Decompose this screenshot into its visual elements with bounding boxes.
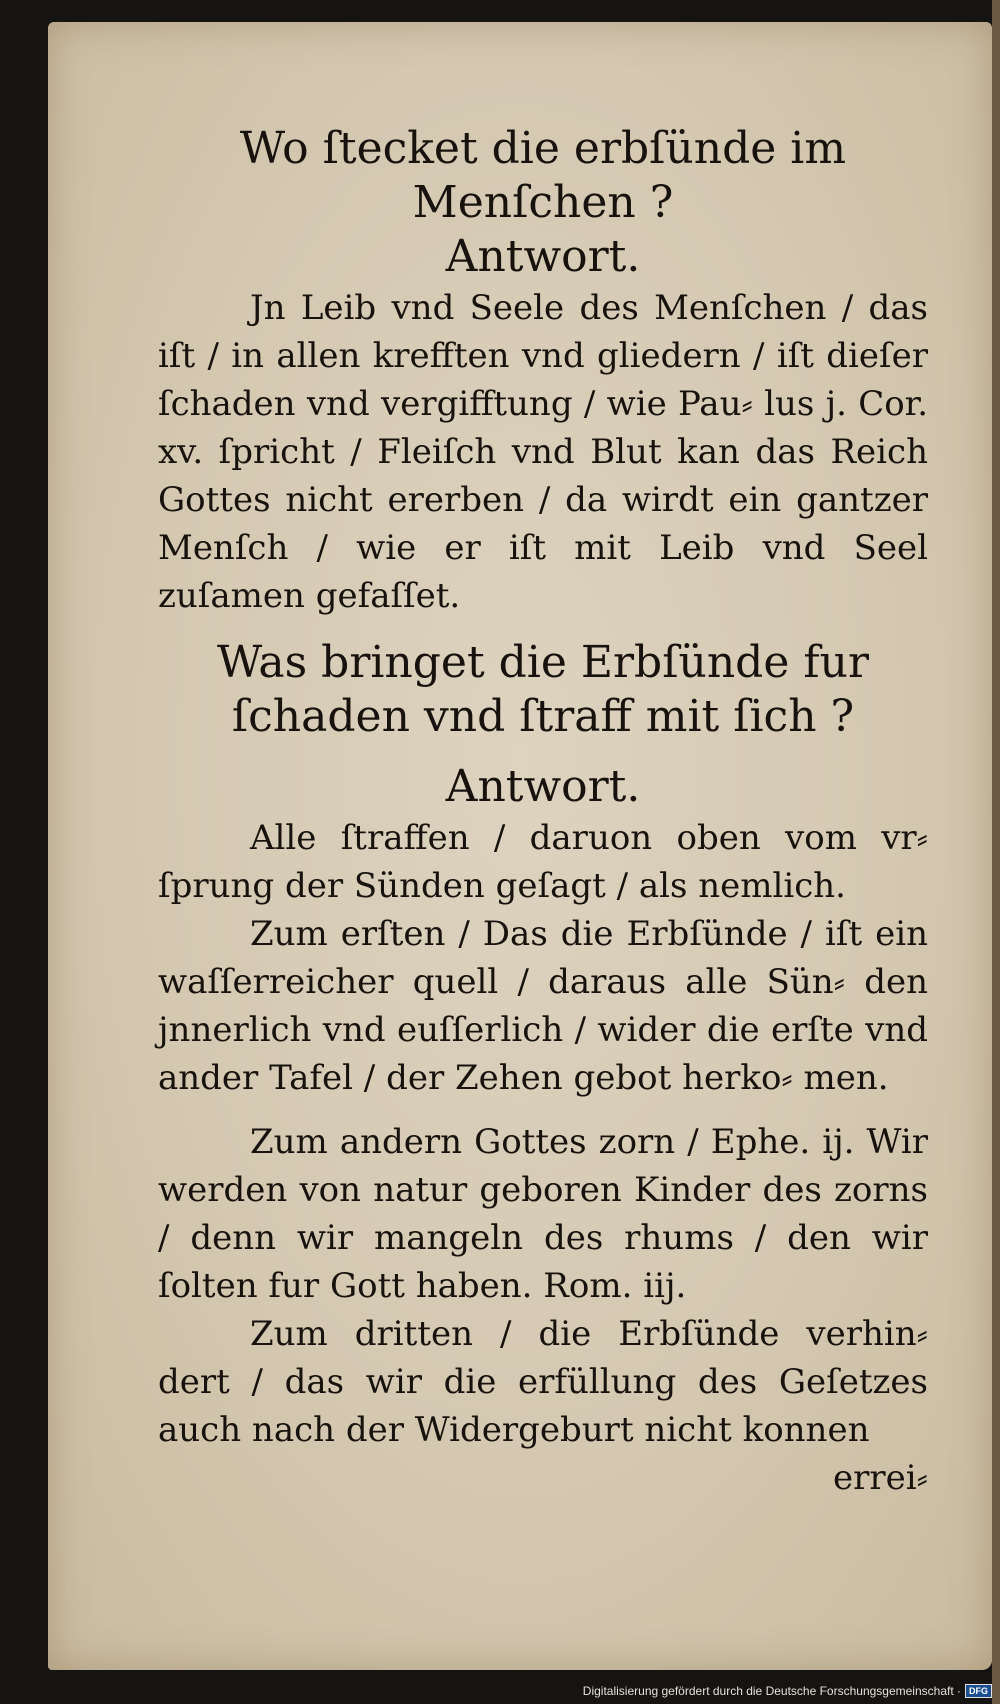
page-edge — [992, 0, 1000, 1704]
book-page — [48, 22, 992, 1670]
paragraph: Zum dritten / die Erbſünde verhin⸗ dert / das wir die erfüllung des Geſetzes auch nach der Widergeburt nicht konnen — [158, 1314, 928, 1450]
answer-heading: Antwort. — [445, 231, 641, 282]
heading-line: ſchaden vnd ſtraff mit ſich ? — [231, 691, 855, 742]
heading-line: Menſchen ? — [412, 177, 674, 228]
paragraph: Alle ſtraffen / daruon oben vom vr⸗ ſprung der Sünden geſagt / als nemlich. — [158, 818, 928, 906]
heading-line: Was bringet die Erbſünde fur — [216, 637, 870, 688]
credit-text: Digitalisierung gefördert durch die Deutsche Forschungsgemeinschaft · — [582, 1684, 961, 1698]
heading-line: Wo ſtecket die erbſünde im — [239, 123, 847, 174]
page-text — [158, 94, 928, 1502]
answer-heading: Antwort. — [445, 761, 641, 812]
paragraph: Jn Leib vnd Seele des Menſchen / das iſt / in allen krefften vnd gliedern / iſt dieſer ſchaden vnd vergifftung / wie Pau⸗ lus j. Cor. xv. ſpricht / Fleiſch vnd Blut kan das Reich Gottes nicht ererben / da wirdt ein gantzer Menſch / wie er iſt mit Leib vnd Seel zuſamen gefaſſet. — [158, 288, 928, 616]
dfg-logo: DFG — [965, 1684, 992, 1698]
paragraph: Zum andern Gottes zorn / Ephe. ij. Wir werden von natur geboren Kinder des zorns / denn wir mangeln des rhums / den wir ſolten fur Gott haben. Rom. iij. — [158, 1122, 928, 1306]
catchword: errei⸗ — [833, 1458, 928, 1498]
paragraph: Zum erſten / Das die Erbſünde / iſt ein waſſerreicher quell / daraus alle Sün⸗ den jnnerlich vnd euſſerlich / wider die erſte vnd ander Tafel / der Zehen gebot herko⸗ men. — [158, 914, 928, 1098]
digitization-credit — [583, 1684, 992, 1698]
